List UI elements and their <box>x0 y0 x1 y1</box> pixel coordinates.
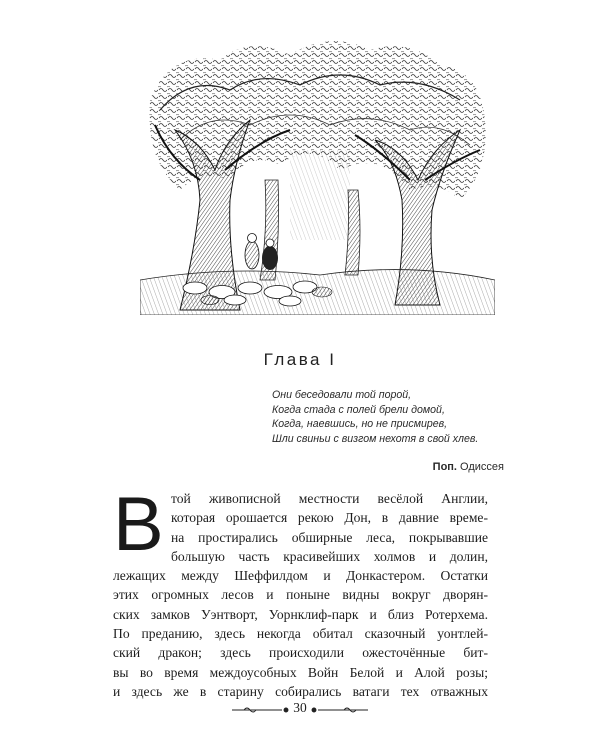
epigraph-line: Когда, наевшись, но не присмирев, <box>272 418 448 430</box>
body-line: ский дракон; здесь происходили ожесточённые бит- <box>113 645 488 661</box>
drop-cap: В <box>113 482 164 567</box>
epigraph-attribution <box>433 461 504 473</box>
body-paragraph <box>113 482 488 701</box>
epigraph-line: Они беседовали той порой, <box>272 389 412 401</box>
body-line: лежащих между Шеффилдом и Донкастером. Остатки <box>113 568 488 584</box>
body-line: вы во время междоусобных Войн Белой и Алой розы; <box>113 664 488 680</box>
epigraph-line: Шли свиньи с визгом нехотя в свой хлев. <box>272 432 479 445</box>
body-line: которая орошается рекою Дон, в давние време- <box>171 510 488 526</box>
body-line: и здесь же в старину собирались ватаги тех отважных <box>113 683 488 699</box>
epigraph <box>272 388 512 446</box>
chapter-title: Глава I <box>263 350 337 369</box>
body-line: По преданию, здесь некогда обитал сказочный уонтлей- <box>113 626 488 642</box>
body-line: большую часть красивейших холмов и долин, <box>171 548 488 564</box>
body-line: той живописной местности весёлой Англии, <box>171 491 488 506</box>
epigraph-line: Когда стада с полей брели домой, <box>272 403 445 416</box>
body-line: на простирались обширные леса, покрывавшие <box>171 529 488 545</box>
epigraph-work: Одиссея <box>460 461 504 473</box>
epigraph-author: Поп. <box>432 461 457 473</box>
body-line: этих огромных лесов и поныне видны вокруг дворян- <box>113 587 488 603</box>
body-line: ских замков Уэнтворт, Уорнклиф-парк и близ Ротерхема. <box>113 606 488 622</box>
page-number: 30 <box>293 700 307 715</box>
forest-engraving-illustration <box>140 30 495 315</box>
